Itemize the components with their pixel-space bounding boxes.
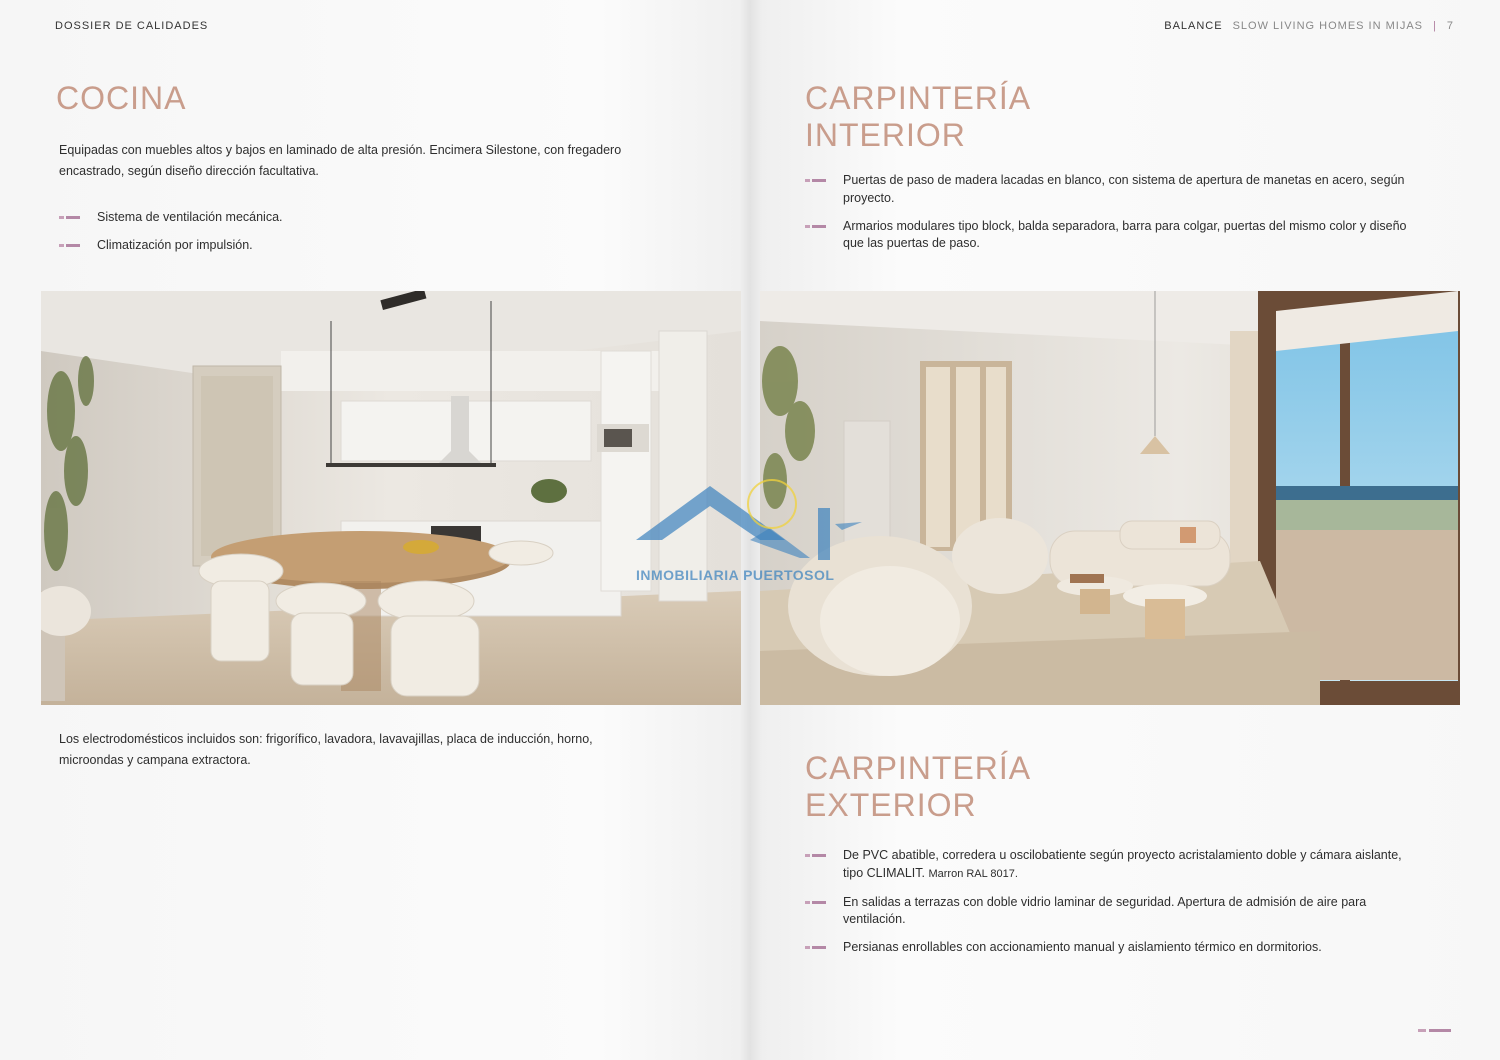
bullet-dash-icon [805,225,826,228]
brand-tagline: SLOW LIVING HOMES IN MIJAS [1232,20,1424,32]
list-item: En salidas a terrazas con doble vidrio laminar de seguridad. Apertura de admisión de aire para ventilación. [805,894,1420,929]
bullet-dash-icon [59,244,80,247]
page-number: 7 [1446,20,1454,32]
appliances-text: Los electrodomésticos incluidos son: frigorífico, lavadora, lavavajillas, placa de inducción, horno, microondas y campana extractora. [59,732,593,767]
carpinteria-exterior-title: CARPINTERÍA EXTERIOR [805,750,1032,823]
carpinteria-exterior-bullet-list [805,847,1420,967]
cocina-intro: Equipadas con muebles altos y bajos en laminado de alta presión. Encimera Silestone, con fregadero encastrado, según diseño dirección facultativa. [59,143,622,178]
bullet-dash-icon [805,946,826,949]
list-item: Persianas enrollables con accionamiento manual y aislamiento térmico en dormitorios. [805,939,1420,957]
carpinteria-interior-title: CARPINTERÍA INTERIOR [805,80,1032,153]
bullet-dash-icon [805,901,826,904]
list-item: Sistema de ventilación mecánica. [59,209,619,227]
list-item: Climatización por impulsión. [59,237,619,255]
list-item: Puertas de paso de madera lacadas en blanco, con sistema de apertura de manetas en acero, según proyecto. [805,172,1420,207]
document-title: DOSSIER DE CALIDADES [55,20,209,32]
header-brand-line [1164,20,1454,32]
list-item: De PVC abatible, corredera u oscilobatiente según proyecto acristalamiento doble y cámara aislante, tipo CLIMALIT. Marron RAL 8017. [805,847,1420,883]
cocina-title: COCINA [56,80,187,116]
footer-dash-icon [1418,1029,1454,1032]
bullet-dash-icon [805,854,826,857]
carpinteria-interior-bullet-list [805,172,1420,263]
brand-name: BALANCE [1164,20,1223,32]
bullet-dash-icon [59,216,80,219]
header-separator: | [1433,20,1437,32]
watermark-text: INMOBILIARIA PUERTOSOL [636,567,835,583]
list-item: Armarios modulares tipo block, balda separadora, barra para colgar, puertas del mismo color y diseño que las puertas de paso. [805,218,1420,253]
bullet-dash-icon [805,179,826,182]
cocina-bullet-list [59,209,619,265]
